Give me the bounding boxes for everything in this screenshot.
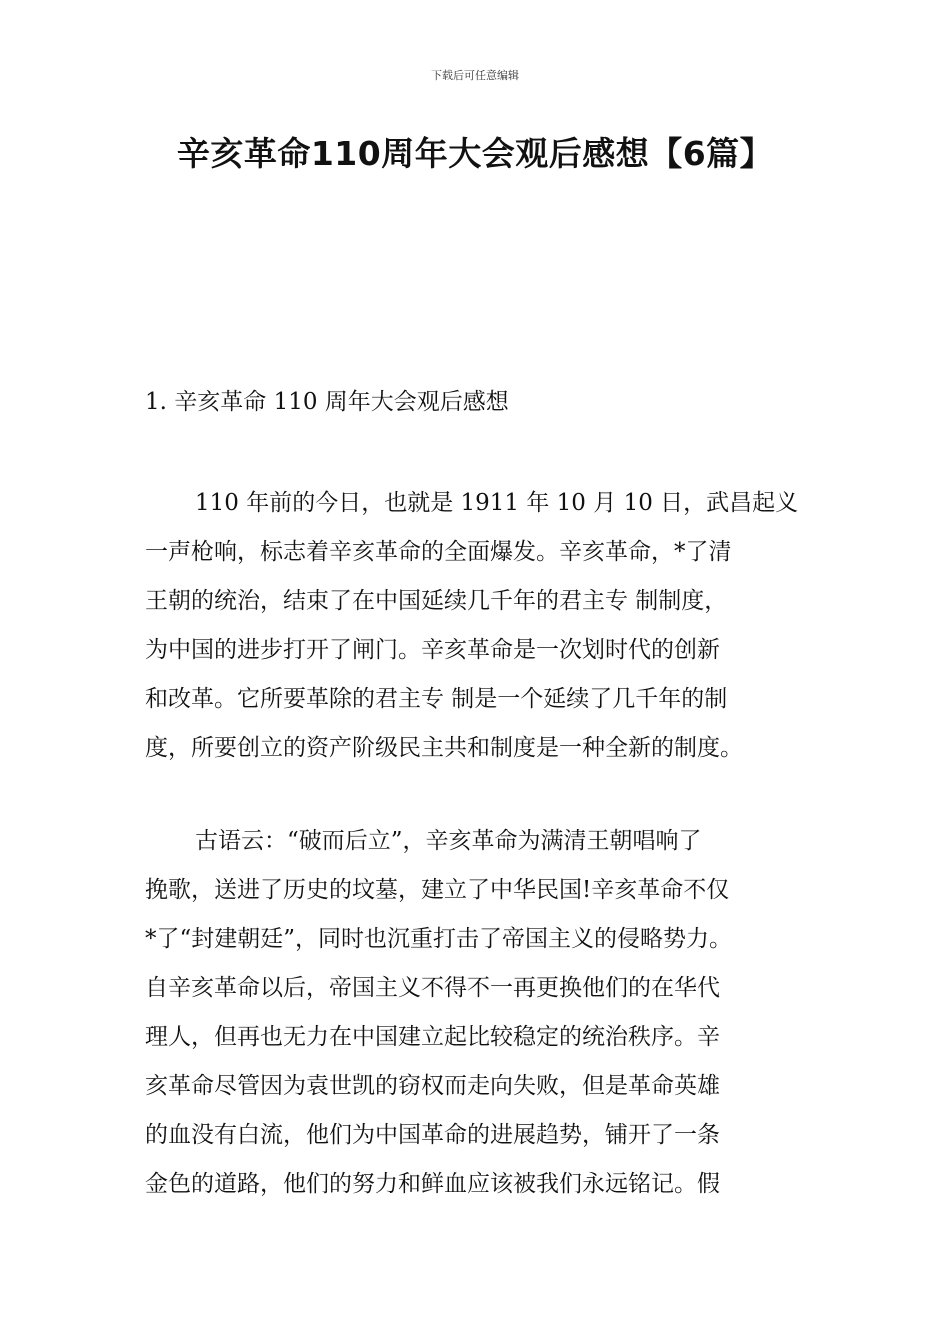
section-heading: 1. 辛亥革命 110 周年大会观后感想: [145, 389, 509, 415]
paragraph-2: [145, 817, 825, 1209]
paragraph-line: 自辛亥革命以后，帝国主义不得不一再更换他们的在华代: [145, 975, 720, 1001]
paragraph-line: *了“封建朝廷”，同时也沉重打击了帝国主义的侵略势力。: [145, 926, 733, 952]
paragraph-line: 度，所要创立的资产阶级民主共和制度是一种全新的制度。: [145, 735, 743, 761]
paragraph-line: 亥革命尽管因为袁世凯的窃权而走向失败，但是革命英雄: [145, 1073, 720, 1099]
paragraph-line: 挽歌，送进了历史的坟墓，建立了中华民国!辛亥革命不仅: [145, 877, 730, 903]
paragraph-line: 金色的道路，他们的努力和鲜血应该被我们永远铭记。假: [145, 1171, 720, 1197]
paragraph-line: 的血没有白流，他们为中国革命的进展趋势，铺开了一条: [145, 1122, 720, 1148]
header-note: 下载后可任意编辑: [431, 69, 519, 82]
paragraph-1: [145, 479, 825, 773]
paragraph-line: 为中国的进步打开了闸门。辛亥革命是一次划时代的创新: [145, 637, 720, 663]
document-title: 辛亥革命110周年大会观后感想【6篇】: [176, 134, 774, 173]
paragraph-line: 理人，但再也无力在中国建立起比较稳定的统治秩序。辛: [145, 1024, 720, 1050]
paragraph-line: 一声枪响，标志着辛亥革命的全面爆发。辛亥革命，*了清: [145, 539, 732, 565]
paragraph-line: 王朝的统治，结束了在中国延续几千年的君主专 制制度，: [145, 588, 728, 614]
paragraph-line: 和改革。它所要革除的君主专 制是一个延续了几千年的制: [145, 686, 728, 712]
paragraph-line: 110 年前的今日，也就是 1911 年 10 月 10 日，武昌起义: [195, 490, 799, 516]
paragraph-line: 古语云：“破而后立”，辛亥革命为满清王朝唱响了: [195, 828, 702, 854]
